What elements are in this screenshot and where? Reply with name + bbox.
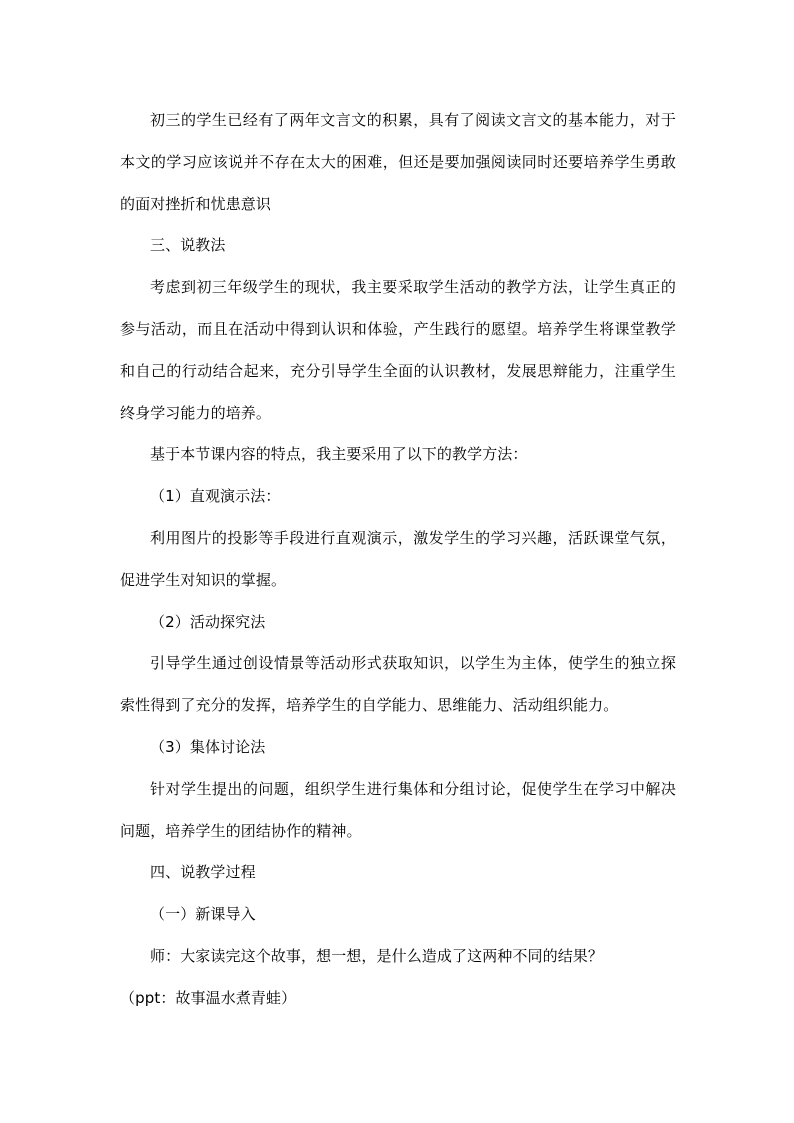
paragraph-ppt-note: （ppt：故事温水煮青蛙） <box>120 988 297 1007</box>
paragraph-method-1: 利用图片的投影等手段进行直观演示，激发学生的学习兴趣，活跃课堂气氛，促进学生对知识的掌握。 <box>120 528 676 589</box>
paragraph-method-3: 针对学生提出的问题，组织学生进行集体和分组讨论，促使学生在学习中解决问题，培养学生的团结协作的精神。 <box>120 779 676 840</box>
paragraph-method-2: 引导学生通过创设情景等活动形式获取知识，以学生为主体，使学生的独立探索性得到了充分的发挥，培养学生的自学能力、思维能力、活动组织能力。 <box>120 654 676 715</box>
heading-teaching-process: 四、说教学过程 <box>150 863 256 882</box>
heading-method-3: （3）集体讨论法 <box>150 737 266 756</box>
paragraph-methods-intro: 基于本节课内容的特点，我主要采用了以下的教学方法： <box>150 445 528 464</box>
heading-lesson-intro: （一）新课导入 <box>150 905 256 924</box>
heading-method-2: （2）活动探究法 <box>150 612 266 631</box>
paragraph-student-analysis: 初三的学生已经有了两年文言文的积累，具有了阅读文言文的基本能力，对于本文的学习应该说并不存在太大的困难，但还是要加强阅读同时还要培养学生勇敢的面对挫折和忧患意识 <box>120 111 676 213</box>
paragraph-teaching-approach: 考虑到初三年级学生的现状，我主要采取学生活动的教学方法，让学生真正的参与活动，而且在活动中得到认识和体验，产生践行的愿望。培养学生将课堂教学和自己的行动结合起来，充分引导学生全面的认识教材，发展思辩能力，注重学生终身学习能力的培养。 <box>120 278 676 422</box>
paragraph-teacher-prompt: 师：大家读完这个故事，想一想，是什么造成了这两种不同的结果？ <box>150 946 604 965</box>
document-body <box>120 100 676 1020</box>
heading-teaching-methods: 三、说教法 <box>150 236 226 255</box>
heading-method-1: （1）直观演示法： <box>150 487 281 506</box>
